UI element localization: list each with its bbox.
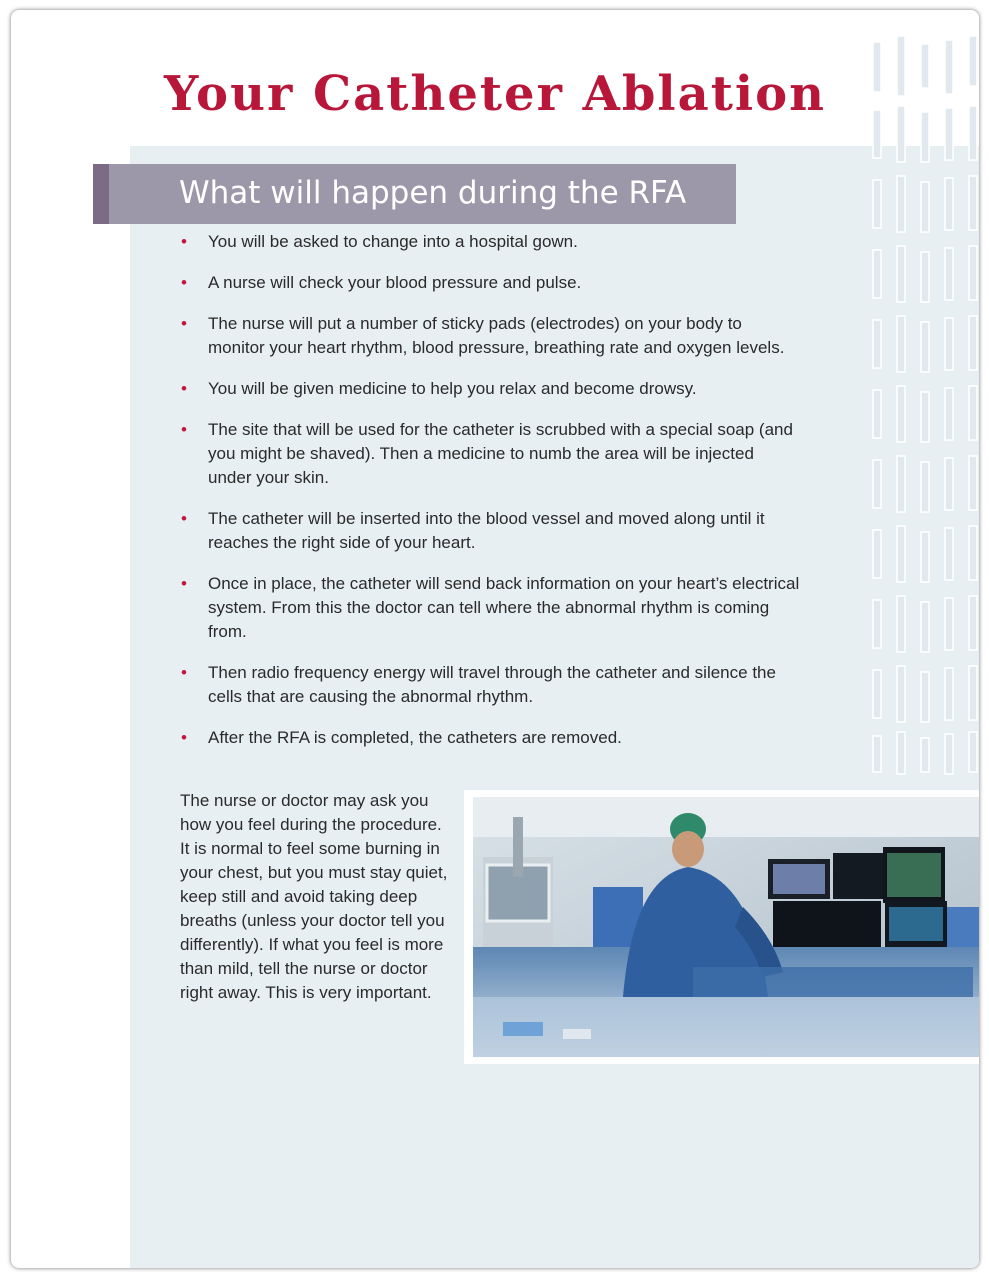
list-item: • The catheter will be inserted into the blood vessel and moved along until it reaches the right side of your heart.	[181, 509, 765, 552]
list-item: • The nurse will put a number of sticky pads (electrodes) on your body to monitor your heart rhythm, blood pressure, breathing rate and oxygen levels.	[181, 314, 785, 357]
patient-note: The nurse or doctor may ask you how you feel during the procedure. It is normal to feel some burning in your chest, but you must stay quiet, keep still and avoid taking deep breaths (unless your doctor tell you differently). If what you feel is more than mild, tell the nurse or doctor right away. This is very important.	[180, 791, 448, 1002]
bullet-dot-icon: •	[181, 574, 187, 593]
bullet-dot-icon: •	[181, 273, 187, 292]
list-item: • You will be asked to change into a hospital gown.	[181, 230, 801, 254]
list-item: • Then radio frequency energy will travel through the catheter and silence the cells that are causing the abnormal rhythm.	[181, 663, 776, 706]
section-heading-bar	[93, 164, 736, 224]
bullet-dot-icon: •	[181, 663, 187, 682]
decorative-stripes	[871, 36, 979, 776]
list-item: • After the RFA is completed, the catheters are removed.	[181, 726, 801, 750]
section-heading-accent	[93, 164, 109, 224]
bullet-dot-icon: •	[181, 509, 187, 528]
list-item: • You will be given medicine to help you relax and become drowsy.	[181, 377, 801, 401]
section-heading: What will happen during the RFA	[179, 175, 687, 211]
bullet-dot-icon: •	[181, 420, 187, 439]
list-item: • The site that will be used for the catheter is scrubbed with a special soap (and you might be shaved). Then a medicine to numb the area will be injected under your skin.	[181, 420, 793, 487]
list-item: • Once in place, the catheter will send back information on your heart’s electrical system. From this the doctor can tell where the abnormal rhythm is coming from.	[181, 574, 800, 641]
photo-frame	[464, 790, 979, 1064]
procedure-steps-list	[181, 230, 801, 767]
document-page	[11, 10, 979, 1268]
bullet-dot-icon: •	[181, 728, 187, 747]
bullet-dot-icon: •	[181, 314, 187, 333]
bullet-dot-icon: •	[181, 232, 187, 251]
bullet-dot-icon: •	[181, 379, 187, 398]
operating-room-photo	[473, 797, 979, 1057]
page-title: Your Catheter Ablation	[163, 66, 827, 122]
list-item: • A nurse will check your blood pressure and pulse.	[181, 271, 801, 295]
